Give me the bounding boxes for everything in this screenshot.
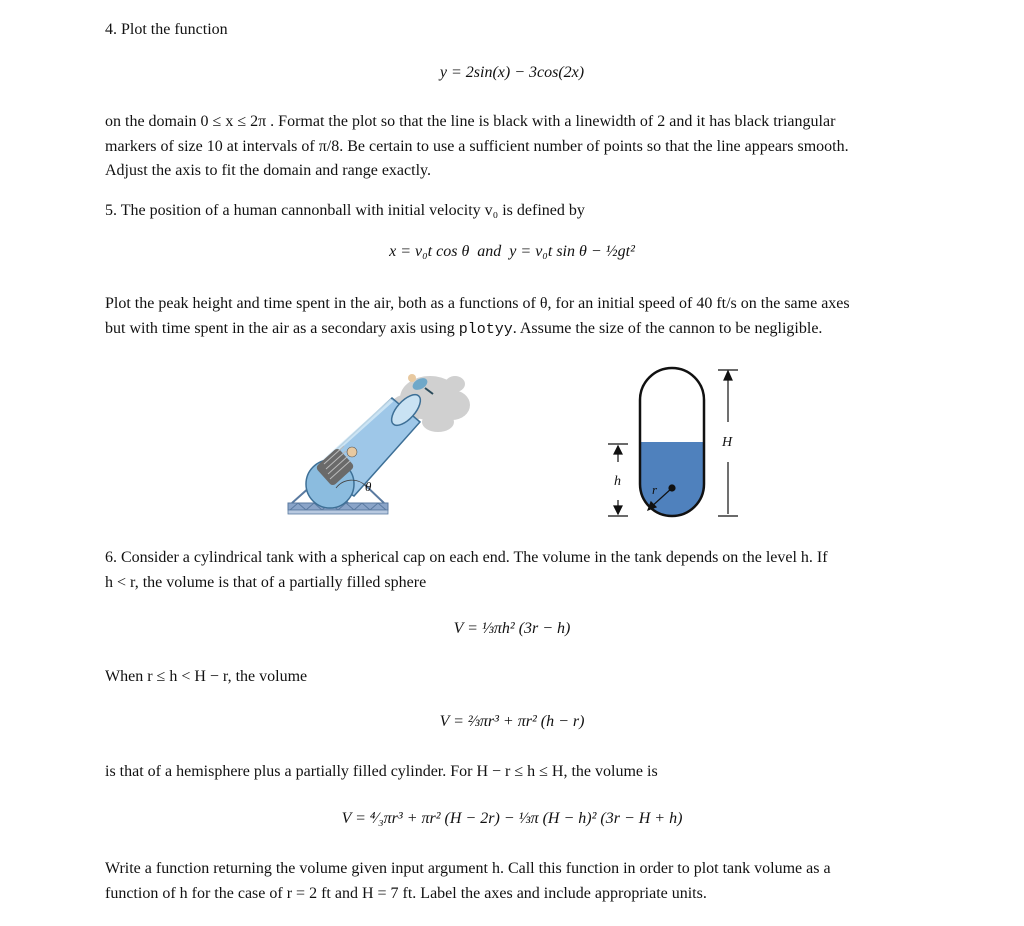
q6-equation-2: V = ⅔πr³ + πr² (h − r) [439, 713, 585, 730]
q6-equation-3: V = ⁴⁄₃πr³ + πr² (H − 2r) − ⅓π (H − h)² (3r − H + h) [341, 810, 683, 827]
q4-text-line3: Adjust the axis to fit the domain and range exactly. [105, 162, 431, 179]
q6-final [105, 857, 925, 906]
q5-text-line2-before: but with time spent in the air as a secondary axis using [105, 319, 459, 337]
q6-intro [105, 546, 925, 595]
q6-hemi-text: is that of a hemisphere plus a partially filled cylinder. For H − r ≤ h ≤ H, the volume is [105, 763, 658, 780]
cannon-angle-label: θ [365, 479, 372, 494]
q4-text-line1: on the domain 0 ≤ x ≤ 2π . Format the plot so that the line is black with a linewidth of 2 and it has black triangular [105, 113, 836, 130]
q6-final-line2: function of h for the case of r = 2 ft and H = 7 ft. Label the axes and include appropriate units. [105, 884, 707, 902]
tank-figure [600, 362, 750, 522]
q5-equation: x = v₀t cos θ and y = v₀t sin θ − ½gt² [389, 243, 635, 260]
q5-text-line1: Plot the peak height and time spent in the air, both as a functions of θ, for an initial speed of 40 ft/s on the same axes [105, 295, 850, 312]
q4-equation: y = 2sin(x) − 3cos(2x) [439, 64, 585, 81]
q6-text-line2: h < r, the volume is that of a partially filled sphere [105, 573, 427, 591]
q4-text-line2: markers of size 10 at intervals of π/8. Be certain to use a sufficient number of points so that the line appears smooth. [105, 137, 849, 155]
h-label: h [614, 474, 621, 489]
q5-text-line2-after: . Assume the size of the cannon to be negligible. [512, 319, 823, 337]
q4-text [105, 110, 925, 184]
q5-text [105, 292, 925, 342]
cannon-figure [280, 360, 490, 525]
r-label: r [652, 482, 658, 497]
q6-final-line1: Write a function returning the volume given input argument h. Call this function in order to plot tank volume as a [105, 860, 831, 877]
q5-heading: 5. The position of a human cannonball with initial velocity v₀ is defined by [105, 202, 585, 219]
q6-text-line1: 6. Consider a cylindrical tank with a spherical cap on each end. The volume in the tank depends on the level h. If [105, 549, 828, 566]
plotyy-code: plotyy [458, 320, 513, 338]
H-label: H [722, 435, 733, 450]
q4-heading: 4. Plot the function [105, 21, 228, 38]
q6-equation-1: V = ⅓πh² (3r − h) [453, 620, 571, 637]
q6-when-text: When r ≤ h < H − r, the volume [105, 668, 308, 685]
